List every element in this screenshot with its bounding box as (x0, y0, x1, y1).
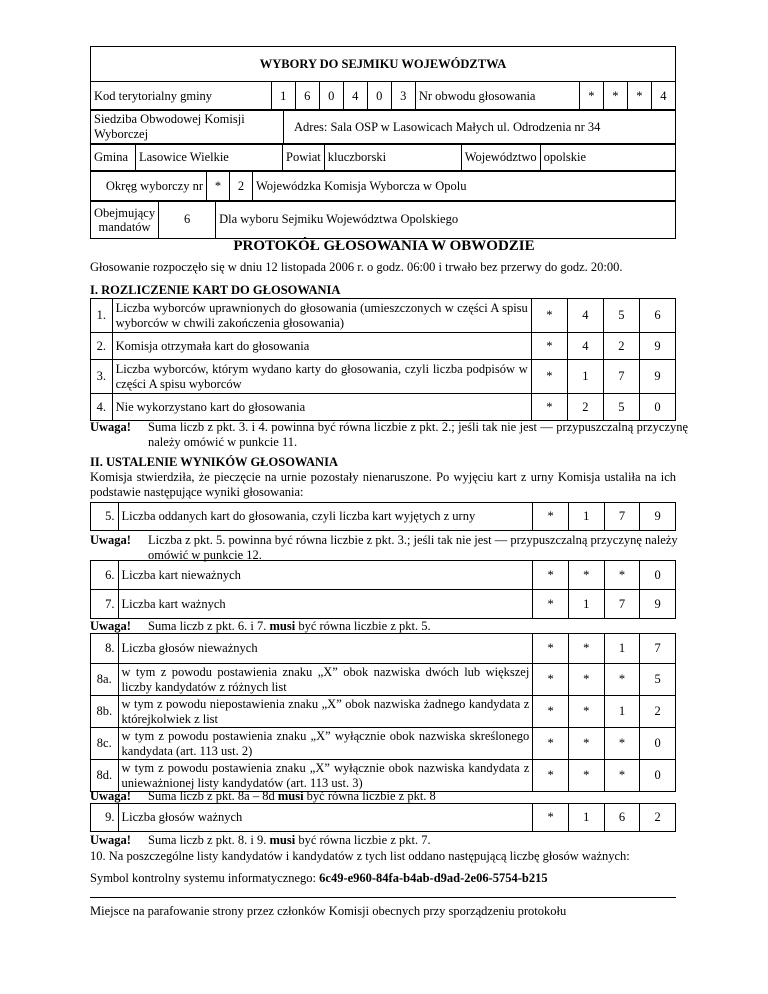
obwod-digit: * (579, 82, 603, 111)
row-label: w tym z powodu niepostawienia znaku „X” obok nazwiska żadnego kandydata z którejkolwiek z list (118, 696, 533, 728)
siedziba-adres: Adres: Sala OSP w Lasowicach Małych ul. Odrodzenia nr 34 (284, 110, 676, 145)
header-title: WYBORY DO SEJMIKU WOJEWÓDZTWA (259, 57, 507, 71)
table-row (91, 590, 676, 619)
row-digit: 1 (604, 696, 640, 728)
table-row (91, 394, 676, 421)
row-num: 8b. (91, 696, 119, 728)
kod-digit: 0 (319, 82, 343, 111)
kod-label: Kod terytorialny gminy (91, 82, 272, 111)
row-digit: * (604, 561, 640, 590)
uwaga-text-bold: musi (269, 833, 296, 847)
kod-digit: 0 (367, 82, 391, 111)
row-digit: 9 (639, 333, 675, 360)
row-digit: 5 (640, 664, 676, 696)
okreg-digit: 2 (230, 171, 253, 202)
symbol-label: Symbol kontrolny systemu informatycznego: (90, 871, 317, 885)
row-num: 2. (91, 333, 113, 360)
row-digit: * (568, 561, 604, 590)
row-digit: * (533, 561, 569, 590)
gmina-table (90, 143, 676, 172)
rows67-table (90, 560, 676, 619)
gmina-label: Gmina (91, 144, 136, 172)
row-label: Komisja otrzymała kart do głosowania (112, 333, 531, 360)
table-row (91, 503, 676, 531)
section1-title: I. ROZLICZENIE KART DO GŁOSOWANIA (90, 283, 341, 297)
row-label: w tym z powodu postawienia znaku „X” obok nazwiska dwóch lub większej liczby kandydatów z różnych list (118, 664, 533, 696)
row-digit: 4 (567, 333, 603, 360)
wybory-desc: Dla wyboru Sejmiku Województwa Opolskiego (216, 201, 676, 239)
row-digit: 7 (604, 503, 640, 531)
table-row (91, 360, 676, 394)
row-digit: 1 (604, 634, 640, 664)
row-digit: 1 (568, 590, 604, 619)
row-digit: 0 (640, 728, 676, 760)
row-digit: 1 (568, 804, 604, 832)
okreg-label: Okręg wyborczy nr (91, 171, 207, 202)
komisja-wojewodzka: Wojewódzka Komisja Wyborcza w Opolu (253, 171, 676, 202)
row-digit: 0 (640, 561, 676, 590)
table-row (91, 696, 676, 728)
row-num: 8a. (91, 664, 119, 696)
mandaty-table (90, 200, 676, 239)
row-label: Liczba głosów ważnych (118, 804, 533, 832)
obwod-digit: * (603, 82, 627, 111)
row-digit: * (533, 503, 569, 531)
row-digit: 0 (640, 760, 676, 792)
uwaga-note (90, 619, 690, 634)
uwaga-label: Uwaga! (90, 619, 131, 633)
table-row (91, 561, 676, 590)
row-digit: * (568, 634, 604, 664)
row-num: 9. (91, 804, 119, 832)
row-digit: 2 (567, 394, 603, 421)
row-digit: 9 (640, 503, 676, 531)
row-label: Liczba wyborców, którym wydano karty do głosowania, czyli liczba podpisów w części A spisu wyborców (112, 360, 531, 394)
row-digit: 5 (603, 299, 639, 333)
table-row (91, 804, 676, 832)
siedziba-label: Siedziba Obwodowej Komisji Wyborczej (91, 110, 284, 145)
wojewodztwo-value: opolskie (540, 144, 675, 172)
kod-digit: 6 (295, 82, 319, 111)
mandaty-value: 6 (159, 201, 216, 239)
symbol-kontrolny (90, 871, 690, 886)
point-10: 10. Na poszczególne listy kandydatów i kandydatów z tych list oddano następującą liczbę głosów ważnych: (90, 849, 630, 863)
table-row (91, 664, 676, 696)
uwaga-text-pre: Suma liczb z pkt. 6. i 7. (148, 619, 267, 633)
row-digit: * (533, 664, 569, 696)
row-label: Liczba kart ważnych (118, 590, 533, 619)
gmina-value: Lasowice Wielkie (136, 144, 283, 172)
row-num: 4. (91, 394, 113, 421)
wojewodztwo-label: Województwo (461, 144, 540, 172)
uwaga-label: Uwaga! (90, 533, 131, 547)
row-digit: * (533, 634, 569, 664)
okreg-digit: * (207, 171, 230, 202)
row-digit: 1 (567, 360, 603, 394)
table-row (91, 728, 676, 760)
row-digit: 7 (640, 634, 676, 664)
uwaga-text: Suma liczb z pkt. 3. i 4. powinna być równa liczbie z pkt. 2.; jeśli tak nie jest — przypuszczalną przyczynę należy omówić w punkcie 11. (148, 420, 688, 449)
row-digit: 0 (639, 394, 675, 421)
row9-table (90, 803, 676, 832)
row-digit: * (533, 760, 569, 792)
table-row (91, 634, 676, 664)
uwaga-note (90, 833, 690, 848)
row-digit: 2 (640, 804, 676, 832)
row-num: 8d. (91, 760, 119, 792)
row-label: Liczba wyborców uprawnionych do głosowania (umieszczonych w części A spisu wyborców w chwili zakończenia głosowania) (112, 299, 531, 333)
row-digit: * (533, 590, 569, 619)
row-digit: * (533, 696, 569, 728)
row-num: 3. (91, 360, 113, 394)
row-digit: 9 (640, 590, 676, 619)
row-digit: 7 (604, 590, 640, 619)
row-digit: * (568, 664, 604, 696)
protocol-title: PROTOKÓŁ GŁOSOWANIA W OBWODZIE (233, 238, 535, 254)
row-label: w tym z powodu postawienia znaku „X” wyłącznie obok nazwiska skreślonego kandydata (art. 113 ust. 2) (118, 728, 533, 760)
kod-digit: 4 (343, 82, 367, 111)
header-table (90, 81, 676, 111)
row-digit: 7 (603, 360, 639, 394)
kod-digit: 3 (391, 82, 415, 111)
uwaga-note (90, 533, 690, 563)
row-digit: 5 (603, 394, 639, 421)
row-digit: * (568, 728, 604, 760)
uwaga-label: Uwaga! (90, 833, 131, 847)
uwaga-text-bold: musi (277, 789, 304, 803)
uwaga-note (90, 789, 690, 804)
uwaga-note (90, 420, 690, 450)
row-digit: * (531, 394, 567, 421)
uwaga-text-bold: musi (269, 619, 296, 633)
row-digit: 6 (639, 299, 675, 333)
header-box (90, 46, 676, 82)
row-digit: * (568, 696, 604, 728)
row-digit: 6 (604, 804, 640, 832)
row-label: Nie wykorzystano kart do głosowania (112, 394, 531, 421)
uwaga-label: Uwaga! (90, 420, 131, 434)
row-label: w tym z powodu postawienia znaku „X” wyłącznie obok nazwiska kandydata z unieważnionej listy kandydatów (art. 113 ust. 3) (118, 760, 533, 792)
uwaga-text-pre: Suma liczb z pkt. 8. i 9. (148, 833, 267, 847)
uwaga-text: Liczba z pkt. 5. powinna być równa liczbie z pkt. 3.; jeśli tak nie jest — przypuszczalną przyczynę należy omówić w punkcie 12. (148, 533, 678, 562)
divider (90, 897, 676, 898)
table-row (91, 760, 676, 792)
row-digit: 1 (568, 503, 604, 531)
row-label: Liczba głosów nieważnych (118, 634, 533, 664)
rows8-table (90, 633, 676, 792)
table-row (91, 333, 676, 360)
nr-obwodu-label: Nr obwodu głosowania (415, 82, 579, 111)
row-digit: 2 (603, 333, 639, 360)
uwaga-text-pre: Suma liczb z pkt. 8a – 8d (148, 789, 275, 803)
powiat-label: Powiat (283, 144, 325, 172)
row-digit: * (604, 760, 640, 792)
uwaga-label: Uwaga! (90, 789, 131, 803)
okreg-table (90, 170, 676, 202)
section2-intro: Komisja stwierdziła, że pieczęcie na urnie pozostały nienaruszone. Po wyjęciu kart z urny Komisja ustaliła na ich podstawie następujące wyniki głosowania: (90, 470, 676, 499)
symbol-value: 6c49-e960-84fa-b4ab-d9ad-2e06-5754-b215 (319, 871, 548, 885)
row-label: Liczba kart nieważnych (118, 561, 533, 590)
protocol-intro: Głosowanie rozpoczęło się w dniu 12 listopada 2006 r. o godz. 06:00 i trwało bez przerwy do godz. 20:00. (90, 260, 623, 274)
obwod-digit: * (627, 82, 651, 111)
mandaty-label: Obejmujący mandatów (91, 201, 159, 239)
row-num: 7. (91, 590, 119, 619)
row-num: 8. (91, 634, 119, 664)
row-num: 6. (91, 561, 119, 590)
section1-table (90, 298, 676, 421)
row-digit: * (533, 804, 569, 832)
row-digit: * (604, 664, 640, 696)
obwod-digit: 4 (651, 82, 675, 111)
uwaga-text-post: być równa liczbie z pkt. 7. (298, 833, 431, 847)
parafowanie-note: Miejsce na parafowanie strony przez członków Komisji obecnych przy sporządzeniu protokołu (90, 904, 567, 918)
row-digit: * (568, 760, 604, 792)
row-digit: 2 (640, 696, 676, 728)
row-num: 5. (91, 503, 119, 531)
row-digit: 9 (639, 360, 675, 394)
row-label: Liczba oddanych kart do głosowania, czyli liczba kart wyjętych z urny (118, 503, 533, 531)
section2-title: II. USTALENIE WYNIKÓW GŁOSOWANIA (90, 455, 338, 469)
row-digit: * (604, 728, 640, 760)
row-num: 8c. (91, 728, 119, 760)
siedziba-table (90, 109, 676, 145)
row-digit: * (533, 728, 569, 760)
uwaga-text-post: być równa liczbie z pkt. 8 (306, 789, 436, 803)
powiat-value: kluczborski (324, 144, 461, 172)
table-row (91, 299, 676, 333)
row5-table (90, 502, 676, 531)
uwaga-text-post: być równa liczbie z pkt. 5. (298, 619, 431, 633)
row-digit: * (531, 360, 567, 394)
kod-digit: 1 (271, 82, 295, 111)
row-digit: * (531, 333, 567, 360)
row-digit: * (531, 299, 567, 333)
row-digit: 4 (567, 299, 603, 333)
row-num: 1. (91, 299, 113, 333)
